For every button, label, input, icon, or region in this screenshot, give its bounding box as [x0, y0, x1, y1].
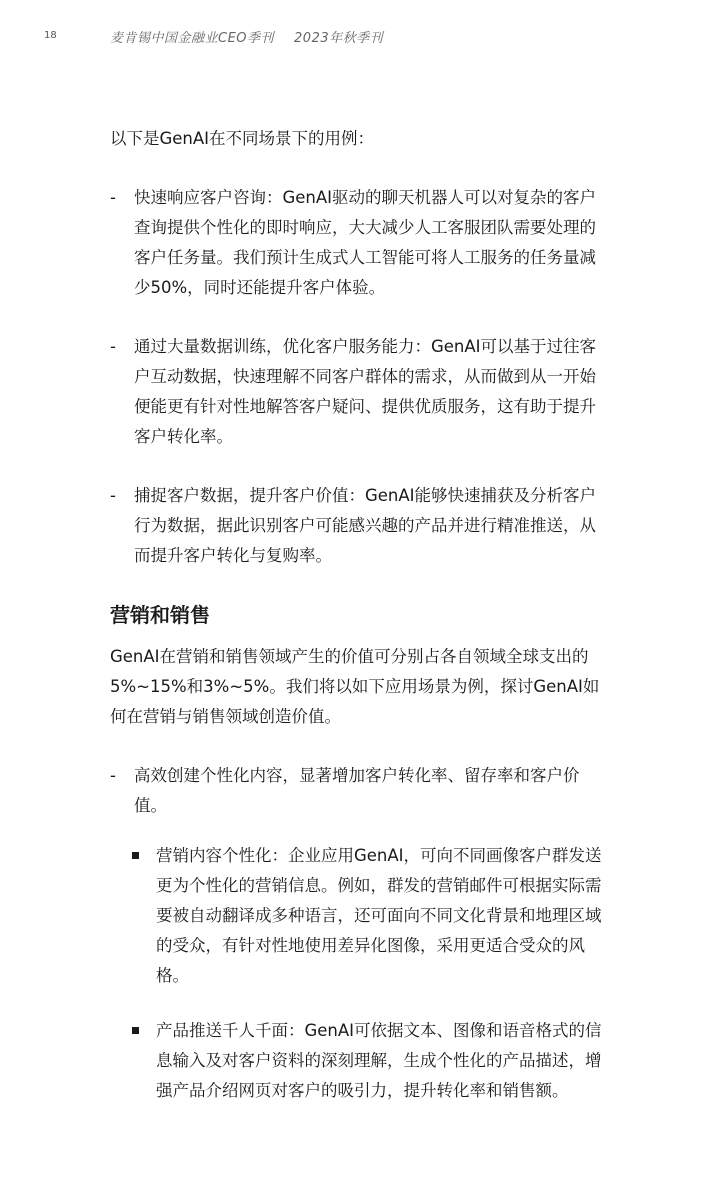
- publication-title: 麦肯锡中国金融业CEO季刊: [110, 31, 275, 46]
- issue-label: 2023年秋季刊: [294, 31, 384, 46]
- sub-list-item: 产品推送千人千面：GenAI可依据文本、图像和语音格式的信息输入及对客户资料的深刻理解，生成个性化的产品描述，增强产品介绍网页对客户的吸引力，提升转化率和销售额。: [132, 1016, 605, 1106]
- section-heading: 营销和销售: [110, 603, 210, 627]
- sub-list-item: 营销内容个性化：企业应用GenAI，可向不同画像客户群发送更为个性化的营销信息。例如，群发的营销邮件可根据实际需要被自动翻译成多种语言，还可面向不同文化背景和地理区域的受众，有针对性地使用差异化图像，采用更适合受众的风格。: [132, 841, 605, 991]
- list-item: - 通过大量数据训练，优化客户服务能力：GenAI可以基于过往客户互动数据，快速理解不同客户群体的需求，从而做到从一开始便能更有针对性地解答客户疑问、提供优质服务，这有助于提升客户转化率。: [110, 332, 605, 452]
- article-body: [110, 124, 605, 1131]
- sub-list: [132, 841, 605, 1106]
- section-paragraph: GenAI在营销和销售领域产生的价值可分别占各自领域全球支出的5%~15%和3%~5%。我们将以如下应用场景为例，探讨GenAI如何在营销与销售领域创造价值。: [110, 647, 600, 726]
- list-item: - 高效创建个性化内容，显著增加客户转化率、留存率和客户价值。: [110, 761, 605, 821]
- page-number: 18: [44, 30, 57, 41]
- list-item: - 快速响应客户咨询：GenAI驱动的聊天机器人可以对复杂的客户查询提供个性化的即时响应，大大减少人工客服团队需要处理的客户任务量。我们预计生成式人工智能可将人工服务的任务量减少50%，同时还能提升客户体验。: [110, 183, 605, 303]
- intro-paragraph: 以下是GenAI在不同场景下的用例：: [110, 129, 375, 148]
- list-item: - 捕捉客户数据，提升客户价值：GenAI能够快速捕获及分析客户行为数据，据此识别客户可能感兴趣的产品并进行精准推送，从而提升客户转化与复购率。: [110, 481, 605, 571]
- running-header: [110, 27, 383, 46]
